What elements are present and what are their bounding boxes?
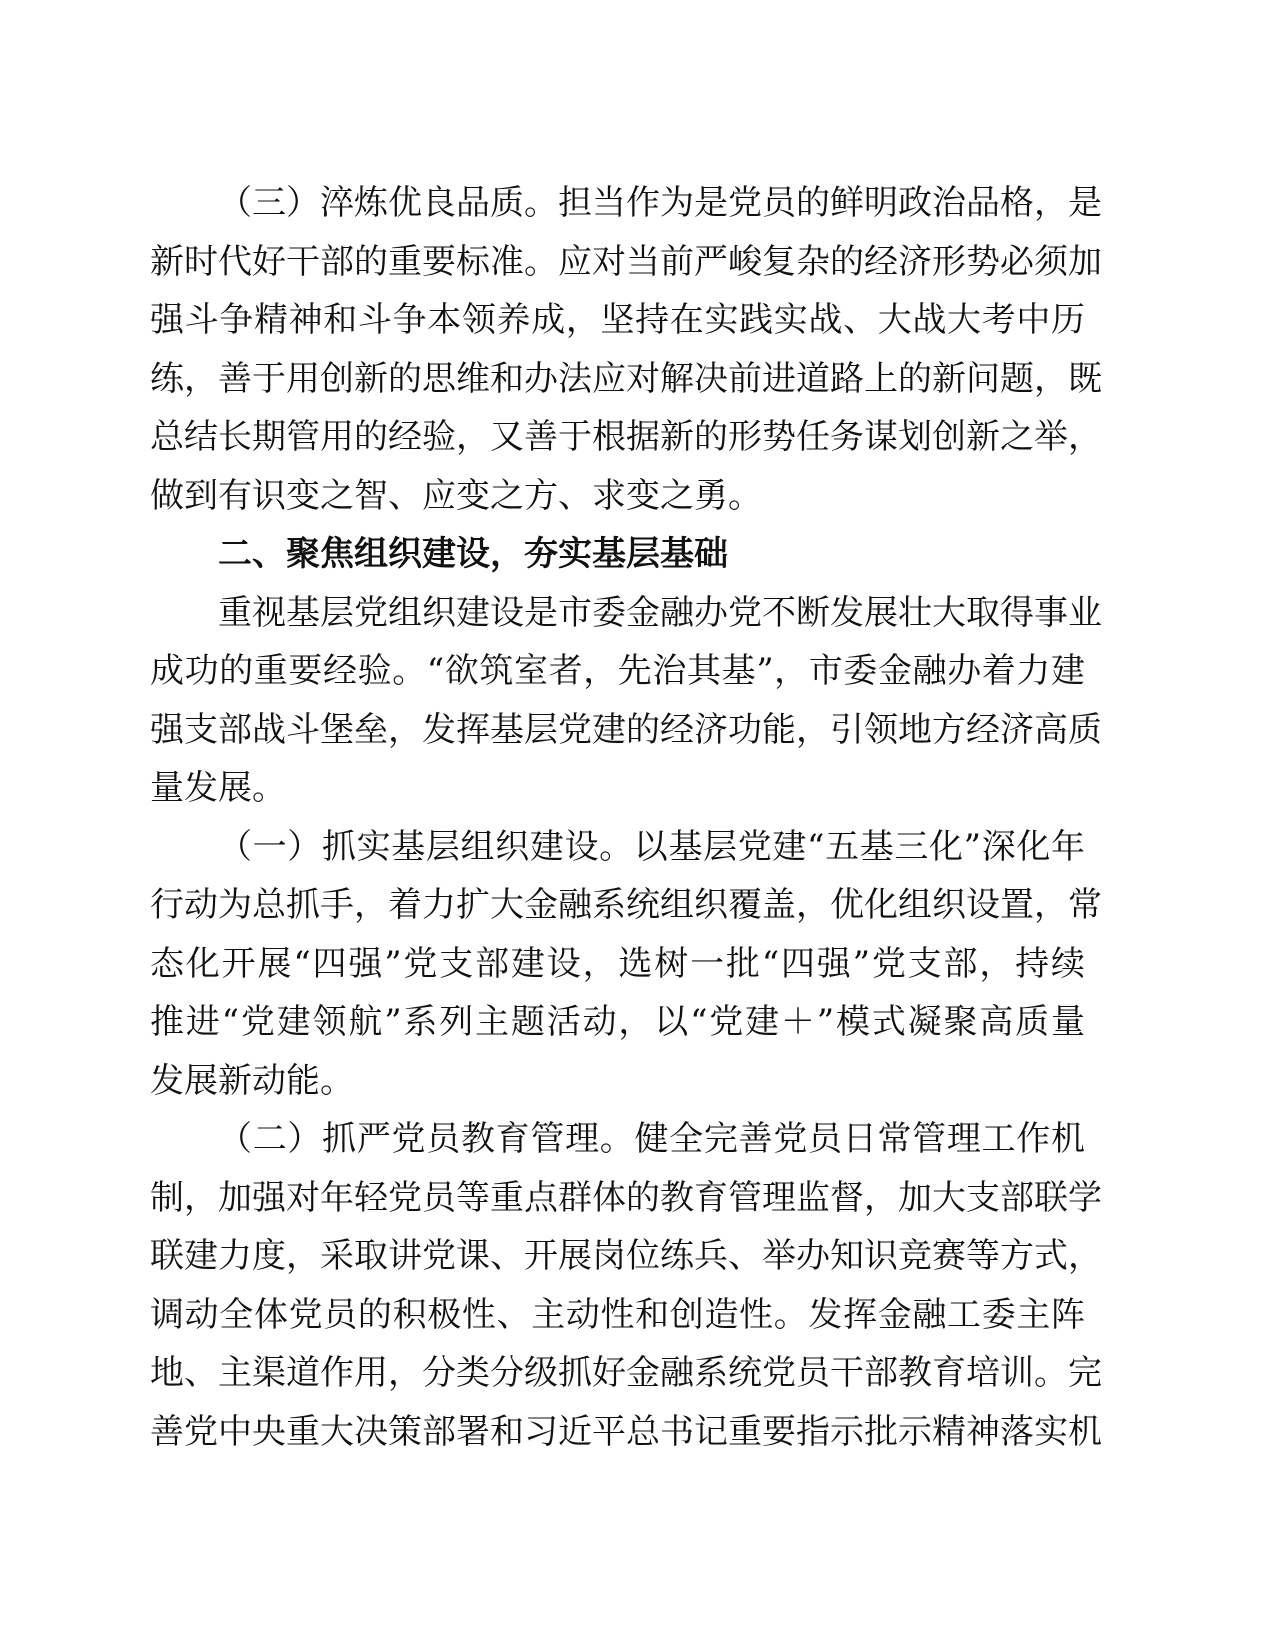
text-line: 地、主渠道作用，分类分级抓好金融系统党员干部教育培训。完 <box>150 1353 1102 1393</box>
text-line: 总结长期管用的经验，又善于根据新的形势任务谋划创新之举， <box>150 417 1102 457</box>
text-line: 发展新动能。 <box>150 1060 354 1101</box>
text-line: （二）抓严党员教育管理。健全完善党员日常管理工作机 <box>218 1119 1085 1159</box>
text-line: 态化开展“四强”党支部建设，选树一批“四强”党支部，持续 <box>150 943 1085 984</box>
paragraph-subsection-1 <box>150 818 1102 1111</box>
text-line: 新时代好干部的重要标准。应对当前严峻复杂的经济形势必须加 <box>150 241 1102 282</box>
text-line: 量发展。 <box>150 768 286 808</box>
paragraph-intro <box>150 584 1102 818</box>
text-line: 调动全体党员的积极性、主动性和创造性。发挥金融工委主阵 <box>150 1294 1085 1335</box>
text-line: 善党中央重大决策部署和习近平总书记重要指示批示精神落实机 <box>150 1411 1102 1452</box>
text-line: 制，加强对年轻党员等重点群体的教育管理监督，加大支部联学 <box>150 1177 1102 1218</box>
text-line: 成功的重要经验。“欲筑室者，先治其基”，市委金融办着力建 <box>150 651 1085 691</box>
text-line: 联建力度，采取讲党课、开展岗位练兵、举办知识竞赛等方式， <box>150 1236 1102 1276</box>
text-line: 重视基层党组织建设是市委金融办党不断发展壮大取得事业 <box>218 592 1102 633</box>
document-page <box>150 174 1102 1461</box>
section-heading <box>150 525 1085 584</box>
paragraph-section-3 <box>150 174 1102 525</box>
text-line: 推进“党建领航”系列主题活动，以“党建＋”模式凝聚高质量 <box>150 1002 1085 1042</box>
paragraph-subsection-2 <box>150 1110 1102 1461</box>
text-line: 练，善于用创新的思维和办法应对解决前进道路上的新问题，既 <box>150 358 1102 399</box>
text-line: （三）淬炼优良品质。担当作为是党员的鲜明政治品格，是 <box>218 183 1102 223</box>
text-line: 强斗争精神和斗争本领养成，坚持在实践实战、大战大考中历 <box>150 300 1085 340</box>
text-line: （一）抓实基层组织建设。以基层党建“五基三化”深化年 <box>218 826 1085 867</box>
heading-text: 二、聚焦组织建设，夯实基层基础 <box>218 534 728 574</box>
text-line: 强支部战斗堡垒，发挥基层党建的经济功能，引领地方经济高质 <box>150 709 1102 750</box>
text-line: 做到有识变之智、应变之方、求变之勇。 <box>150 475 762 516</box>
text-line: 行动为总抓手，着力扩大金融系统组织覆盖，优化组织设置，常 <box>150 885 1102 925</box>
